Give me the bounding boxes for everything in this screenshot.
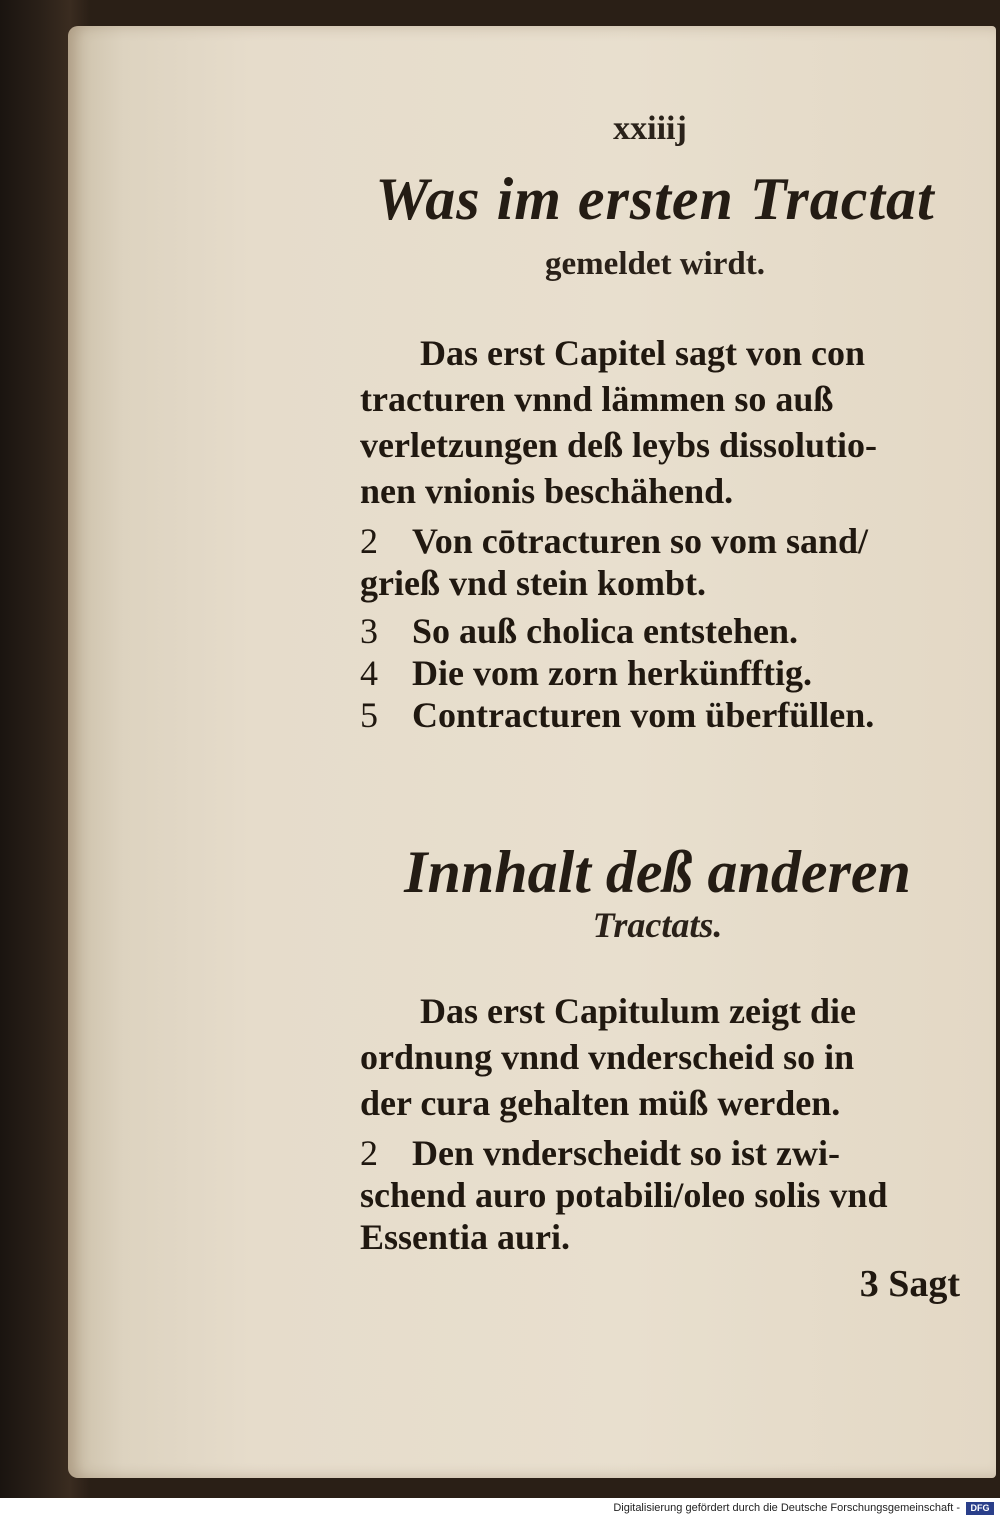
- item-number: 2: [360, 1133, 378, 1173]
- section1-item: [360, 520, 955, 604]
- section2-intro-line: Das erst Capitulum zeigt die: [420, 991, 856, 1031]
- item-text: Essentia auri.: [360, 1217, 571, 1257]
- item-text: Contracturen vom überfüllen.: [412, 695, 875, 735]
- section1-intro-line: nen vnionis beschähend.: [360, 471, 734, 511]
- section1-subtitle: gemeldet wirdt.: [545, 246, 765, 282]
- section1-intro-line: tracturen vnnd lämmen so auß: [360, 379, 834, 419]
- catchword: 3 Sagt: [859, 1263, 960, 1305]
- item-text: Den vnderscheidt so ist zwi-: [412, 1133, 840, 1173]
- section1-intro-line: Das erst Capitel sagt von con: [420, 333, 865, 373]
- section1-item: [360, 610, 955, 652]
- footer-credit: Digitalisierung gefördert durch die Deutsche Forschungsgemeinschaft -: [613, 1502, 960, 1514]
- item-text: Die vom zorn herkünfftig.: [412, 653, 812, 693]
- section1-item: [360, 652, 955, 694]
- section1-item: [360, 694, 955, 736]
- item-text: grieß vnd stein kombt.: [360, 563, 707, 603]
- item-text: So auß cholica entstehen.: [412, 611, 799, 651]
- section1-intro-line: verletzungen deß leybs dissolutio-: [360, 425, 878, 465]
- item-text: Von cōtracturen so vom sand/: [412, 521, 869, 561]
- item-number: 3: [360, 611, 378, 651]
- book-page: [68, 26, 996, 1478]
- item-number: 4: [360, 653, 378, 693]
- item-text: schend auro potabili/oleo solis vnd: [360, 1175, 888, 1215]
- dfg-logo: DFG: [966, 1502, 994, 1515]
- section2-title: Innhalt deß anderen: [404, 839, 911, 905]
- section1-title: Was im ersten Tractat: [375, 166, 935, 232]
- section1-intro: [360, 330, 955, 514]
- section2-intro-line: der cura gehalten müß werden.: [360, 1083, 841, 1123]
- folio-number: xxiiij: [613, 110, 687, 147]
- section2-intro-line: ordnung vnnd vnderscheid so in: [360, 1037, 855, 1077]
- section2-intro: [360, 988, 955, 1126]
- item-number: 2: [360, 521, 378, 561]
- item-number: 5: [360, 695, 378, 735]
- section2-subtitle: Tractats.: [592, 905, 723, 945]
- section2-item: [360, 1132, 955, 1258]
